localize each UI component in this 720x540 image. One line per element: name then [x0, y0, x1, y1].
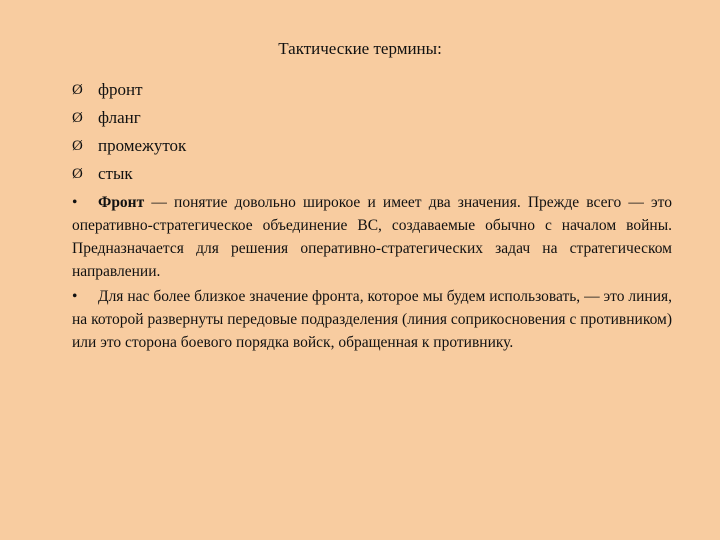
front-term-bold: Фронт [98, 194, 145, 211]
list-item [72, 163, 186, 191]
term-label: промежуток [98, 136, 187, 155]
list-item [72, 79, 186, 107]
front-definition-paragraph [72, 191, 672, 283]
front-meaning-text: Для нас более близкое значение фронта, которое мы будем использовать, — это линия, на которой развернуты передовые подразделения (линия соприкосновения с противником) или это сторона боевого порядка войск, обращенная к противнику. [72, 288, 672, 351]
bullet-icon: • [72, 194, 78, 211]
bullet-icon: • [72, 288, 78, 305]
arrow-bullet-icon: Ø [72, 138, 83, 154]
list-item [72, 107, 186, 135]
arrow-bullet-icon: Ø [72, 110, 83, 126]
list-item [72, 135, 186, 163]
terms-list [72, 79, 186, 191]
front-definition-text: — понятие довольно широкое и имеет два значения. Прежде всего — это оперативно-стратегическое объединение ВС, создаваемые обычно с началом войны. Предназначается для решения оперативно-стратегических задач на стратегическом направлении. [72, 194, 672, 280]
arrow-bullet-icon: Ø [72, 166, 83, 182]
arrow-bullet-icon: Ø [72, 82, 83, 98]
slide-title: Тактические термины: [278, 39, 442, 58]
term-label: фланг [98, 108, 141, 127]
front-meaning-paragraph [72, 285, 672, 354]
term-label: стык [98, 164, 133, 183]
term-label: фронт [98, 80, 143, 99]
